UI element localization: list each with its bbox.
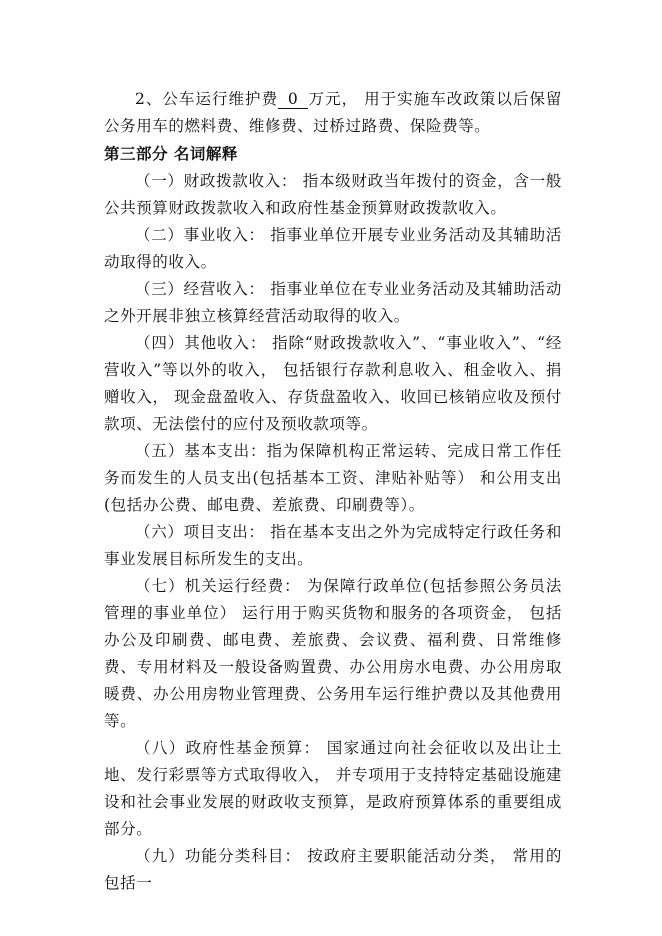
definition-5: （五）基本支出：指为保障机构正常运转、完成日常工作任务而发生的人员支出(包括基本工资、津贴补贴等） 和公用支出(包括办公费、邮电费、差旅费、印刷费等）。	[104, 442, 562, 514]
definition-1: （一）财政拨款收入： 指本级财政当年拨付的资金，含一般公共预算财政拨款收入和政府性基金预算财政拨款收入。	[104, 172, 562, 217]
definition-7: （七）机关运行经费： 为保障行政单位(包括参照公务员法管理的事业单位） 运行用于购买货物和服务的各项资金， 包括办公及印刷费、邮电费、差旅费、会议费、福利费、日常维修费、专用材料及一般设备购置费、办公用房水电费、办公用房取暖费、办公用房物业管理费、公务用车运行维护费以及其他费用等。	[104, 577, 562, 730]
definition-3: （三）经营收入： 指事业单位在专业业务活动及其辅助活动之外开展非独立核算经营活动取得的收入。	[104, 280, 562, 325]
item-2-paragraph	[104, 86, 562, 140]
item-2-suffix: 万元， 用于实施车改政策以后保留公务用车的燃料费、维修费、过桥过路费、保险费等。	[104, 90, 563, 135]
definition-9: （九）功能分类科目： 按政府主要职能活动分类， 常用的包括一	[104, 847, 562, 892]
definition-6: （六）项目支出： 指在基本支出之外为完成特定行政任务和事业发展目标所发生的支出。	[104, 523, 562, 568]
definition-8: （八）政府性基金预算： 国家通过向社会征收以及出让土地、发行彩票等方式取得收入， 并专项用于支持特定基础设施建设和社会事业发展的财政收支预算，是政府预算体系的重要组成部分。	[104, 739, 562, 838]
document-page	[104, 86, 562, 897]
definition-2: （二）事业收入： 指事业单位开展专业业务活动及其辅助活动取得的收入。	[104, 226, 562, 271]
item-2-prefix: 2、公车运行维护费	[135, 90, 279, 108]
item-2-amount: 0	[278, 90, 308, 109]
definition-4: （四）其他收入： 指除“财政拨款收入”、“事业收入”、“经营收入”等以外的收入， 包括银行存款利息收入、租金收入、捐赠收入， 现金盘盈收入、存货盘盈收入、收回已核销应收及预付款项、无法偿付的应付及预收款项等。	[104, 334, 562, 433]
section-heading: 第三部分 名词解释	[104, 145, 238, 163]
